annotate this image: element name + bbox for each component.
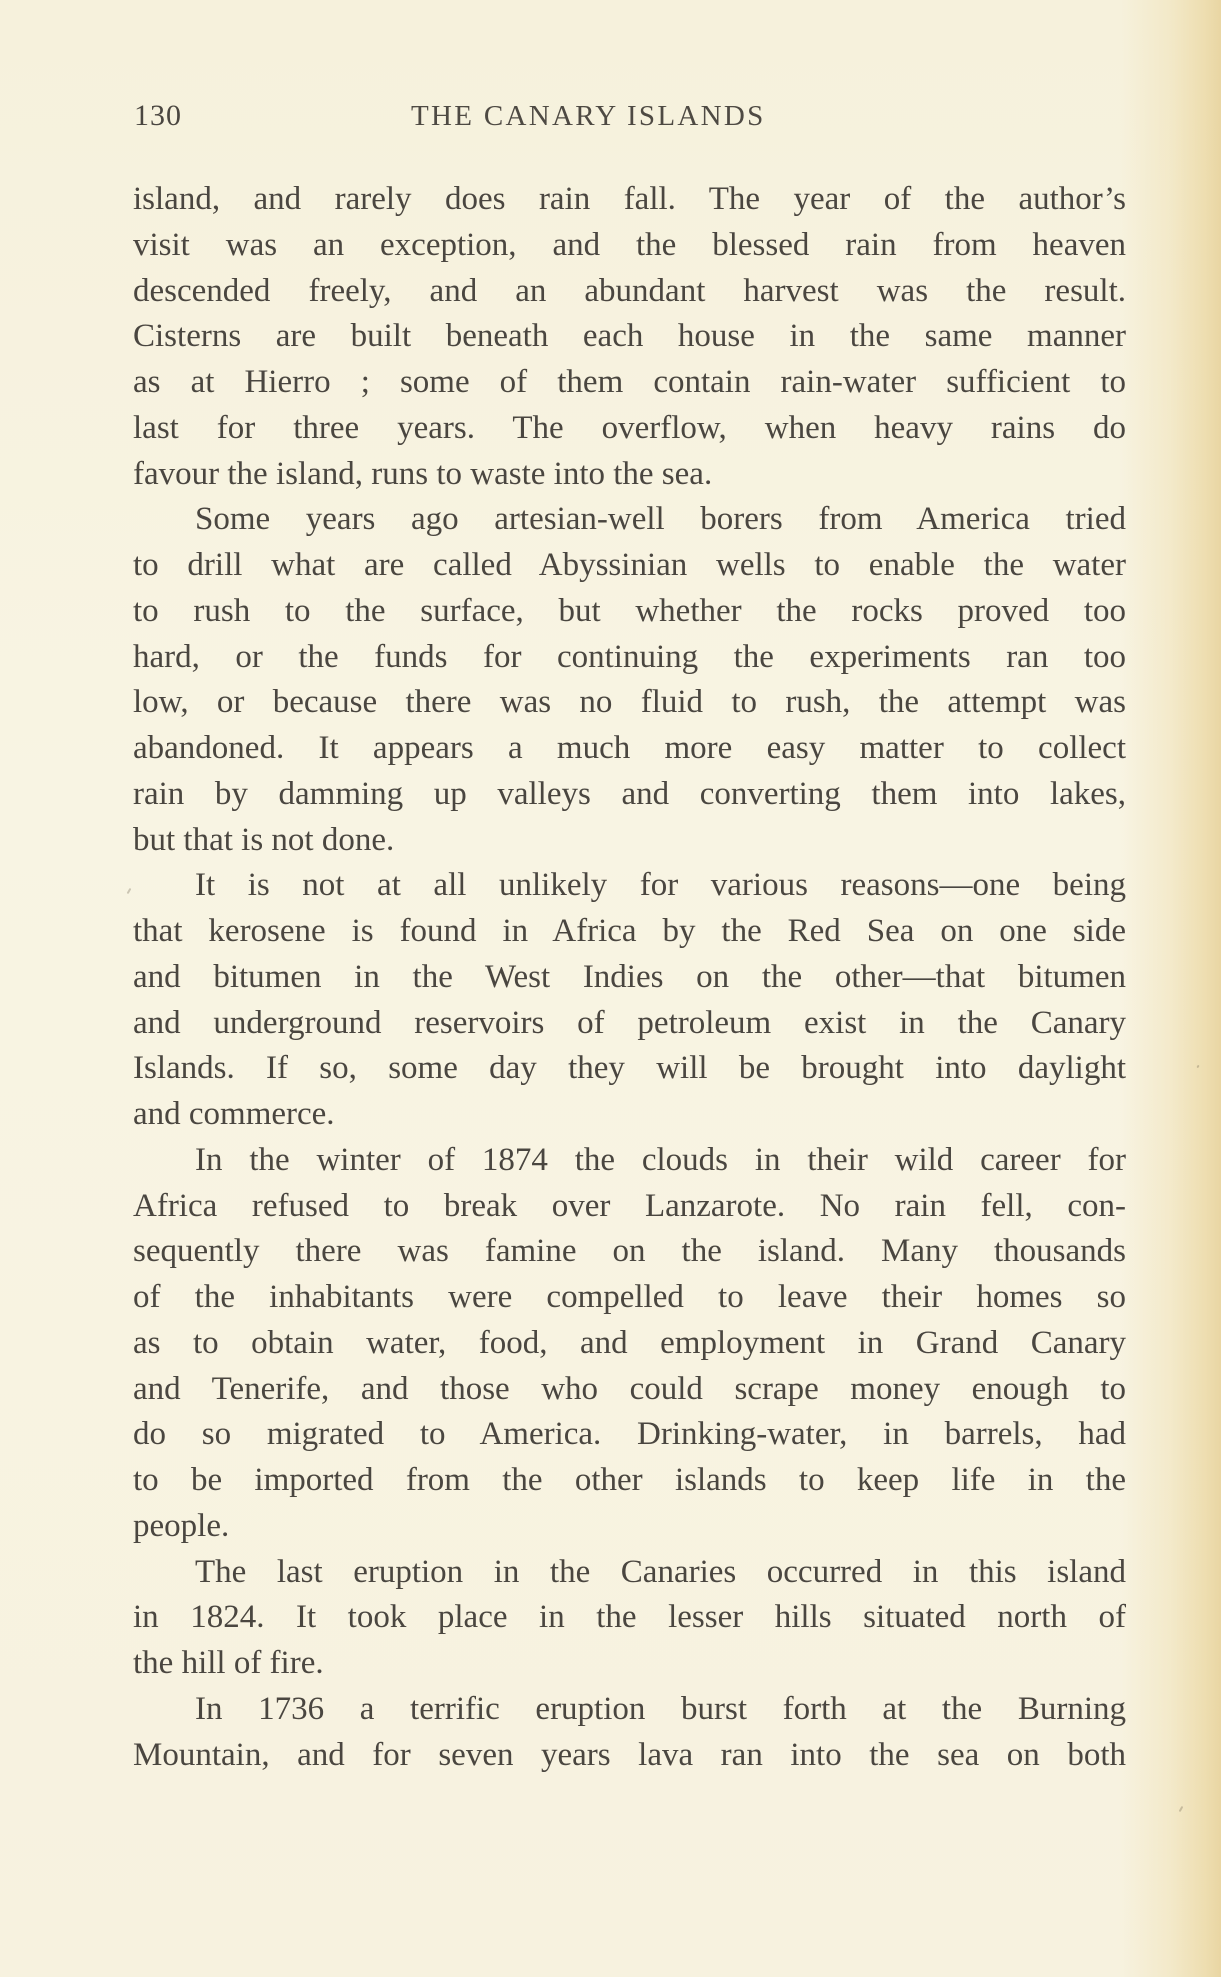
text-line: The last eruption in the Canaries occurred in this island xyxy=(195,1553,1126,1590)
text-line: of the inhabitants were compelled to leave their homes so xyxy=(133,1279,1126,1315)
paper-speck xyxy=(1179,1806,1184,1812)
text-line: sequently there was famine on the island. Many thousands xyxy=(133,1233,1126,1270)
text-line: abandoned. It appears a much more easy matter to collect xyxy=(133,730,1126,766)
text-line: to rush to the surface, but whether the rocks proved too xyxy=(133,592,1126,629)
text-line: favour the island, runs to waste into the sea. xyxy=(133,455,713,492)
text-line: low, or because there was no fluid to rush, the attempt was xyxy=(133,684,1126,721)
text-line: In the winter of 1874 the clouds in their wild career for xyxy=(195,1141,1126,1178)
text-line: last for three years. The overflow, when heavy rains do xyxy=(133,409,1126,446)
text-line: in 1824. It took place in the lesser hills situated north of xyxy=(133,1599,1126,1636)
paper-speck xyxy=(127,888,132,894)
text-line: as to obtain water, food, and employment in Grand Canary xyxy=(133,1324,1126,1361)
text-line: the hill of fire. xyxy=(133,1645,324,1681)
text-line: and bitumen in the West Indies on the other—that bitumen xyxy=(133,958,1126,995)
text-line: In 1736 a terrific eruption burst forth at the Burning xyxy=(195,1690,1126,1727)
text-line: people. xyxy=(133,1507,230,1544)
text-line: but that is not done. xyxy=(133,821,395,858)
text-line: do so migrated to America. Drinking-water, in barrels, had xyxy=(133,1416,1126,1453)
text-line: as at Hierro ; some of them contain rain-water sufficient to xyxy=(133,364,1126,400)
text-line: Cisterns are built beneath each house in the same manner xyxy=(133,318,1126,355)
text-line: and commerce. xyxy=(133,1096,335,1132)
text-line: to drill what are called Abyssinian wells to enable the water xyxy=(133,547,1126,583)
text-line: and Tenerife, and those who could scrape money enough to xyxy=(133,1370,1126,1407)
text-line: descended freely, and an abundant harvest was the result. xyxy=(133,272,1126,309)
running-title: THE CANARY ISLANDS xyxy=(411,100,766,132)
paper-speck xyxy=(1196,1065,1199,1069)
text-line: Some years ago artesian-well borers from America tried xyxy=(195,501,1126,538)
text-line: visit was an exception, and the blessed rain from heaven xyxy=(133,226,1126,263)
text-line: rain by damming up valleys and converting them into lakes, xyxy=(133,775,1126,812)
running-head xyxy=(0,0,1221,140)
text-line: that kerosene is found in Africa by the Red Sea on one side xyxy=(133,913,1126,949)
text-line: Mountain, and for seven years lava ran into the sea on both xyxy=(133,1736,1126,1773)
body-text xyxy=(133,177,1126,1778)
text-line: island, and rarely does rain fall. The year of the author’s xyxy=(133,181,1126,217)
text-line: and underground reservoirs of petroleum exist in the Canary xyxy=(133,1004,1126,1041)
text-line: It is not at all unlikely for various reasons—one being xyxy=(195,867,1126,904)
page-number: 130 xyxy=(134,99,182,132)
text-line: to be imported from the other islands to keep life in the xyxy=(133,1462,1126,1498)
text-line: hard, or the funds for continuing the experiments ran too xyxy=(133,638,1126,675)
text-line: Africa refused to break over Lanzarote. No rain fell, con- xyxy=(133,1187,1126,1224)
text-line: Islands. If so, some day they will be brought into daylight xyxy=(133,1050,1126,1087)
